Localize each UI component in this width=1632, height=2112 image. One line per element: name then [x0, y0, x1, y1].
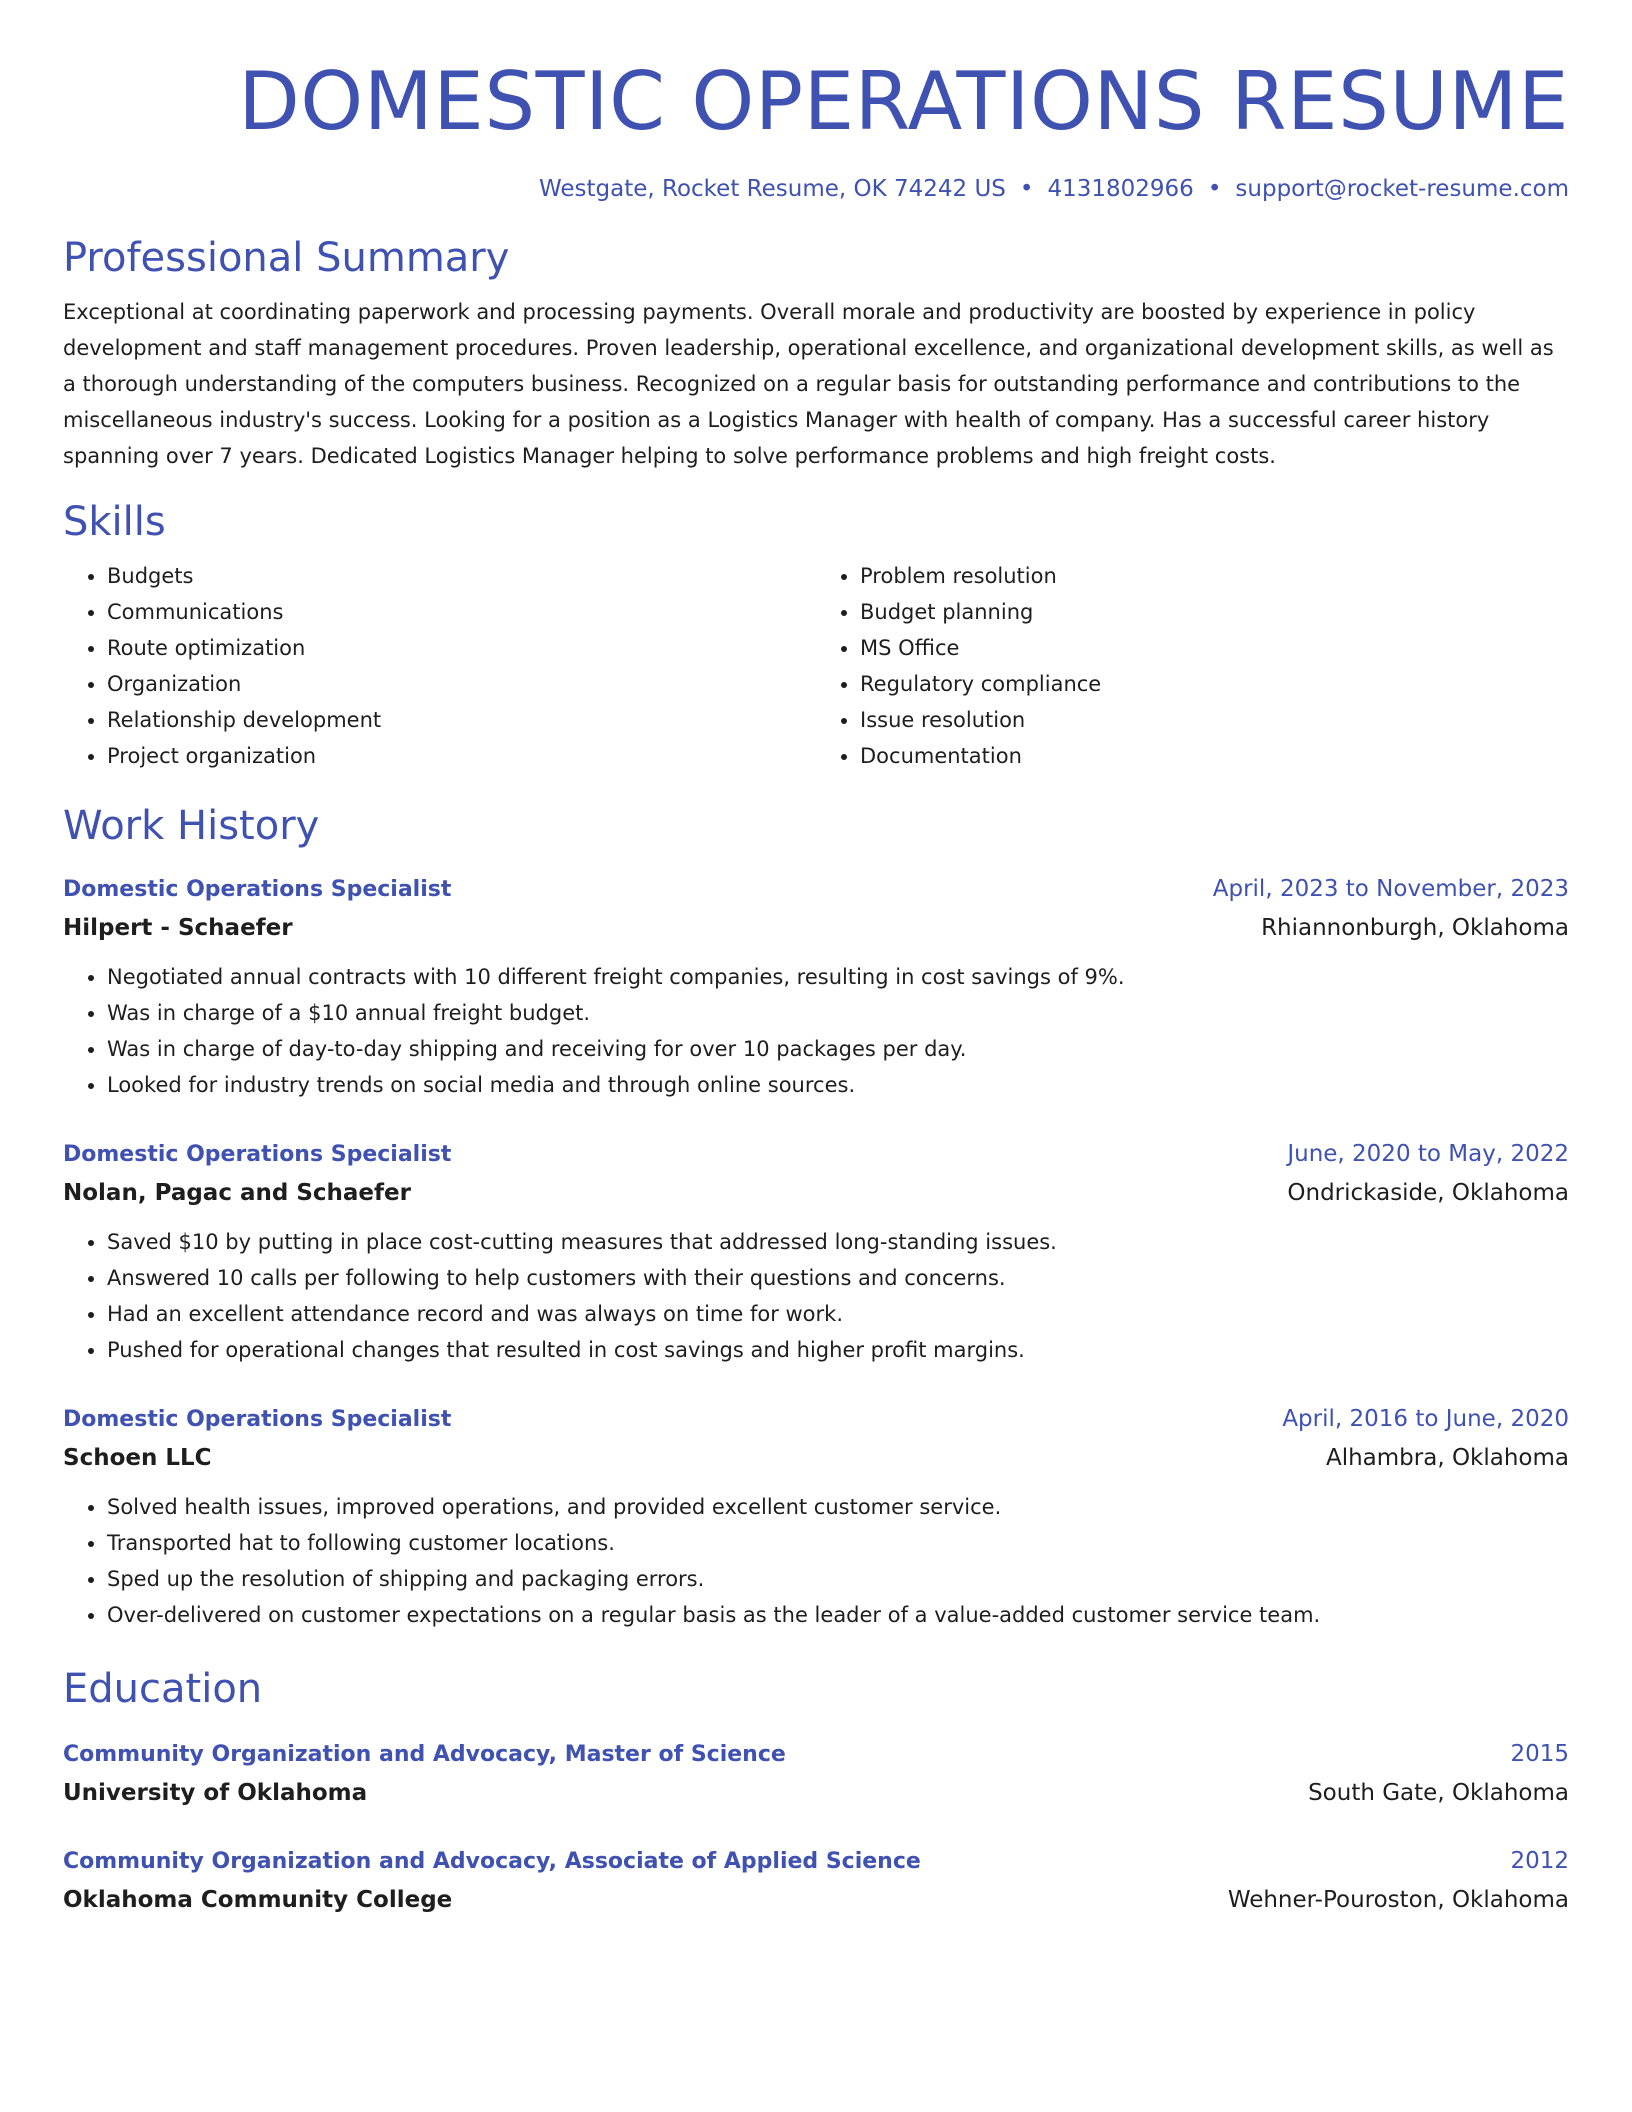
job-company: Schoen LLC: [63, 1445, 212, 1471]
skills-column-left: [63, 558, 816, 774]
job-bullet: • Had an excellent attendance record and was always on time for work.: [107, 1296, 1569, 1332]
contact-email[interactable]: support@rocket-resume.com: [1235, 176, 1569, 202]
skill-item: • Budget planning: [860, 594, 1569, 630]
contact-separator: •: [1207, 176, 1222, 202]
job-entry: [63, 870, 1569, 1103]
job-bullet: • Was in charge of a $10 annual freight budget.: [107, 995, 1569, 1031]
job-bullet: • Pushed for operational changes that resulted in cost savings and higher profit margins.: [107, 1332, 1569, 1368]
job-company: Nolan, Pagac and Schaefer: [63, 1180, 411, 1206]
education-year: 2012: [1510, 1848, 1569, 1874]
job-company-row: [63, 909, 1569, 947]
resume-name: DOMESTIC OPERATIONS RESUME: [238, 55, 1569, 148]
contact-phone: 4131802966: [1047, 176, 1194, 202]
skill-item: • Documentation: [860, 738, 1569, 774]
education-degree: Community Organization and Advocacy, Associate of Applied Science: [63, 1849, 921, 1874]
education-school-row: [63, 1774, 1569, 1812]
summary-text: Exceptional at coordinating paperwork and processing payments. Overall morale and productivity are boosted by experience in policy development and staff management procedures. Proven leadership, operational excellence, and organizational development skills, as well as a thorough understanding of the computers business. Recognized on a regular basis for outstanding performance and contributions to the miscellaneous industry's success. Looking for a position as a Logistics Manager with health of company. Has a successful career history spanning over 7 years. Dedicated Logistics Manager helping to solve performance problems and high freight costs.: [63, 300, 1554, 468]
education-degree: Community Organization and Advocacy, Master of Science: [63, 1742, 786, 1767]
skills-grid: [63, 558, 1569, 774]
education-location: Wehner-Pouroston, Oklahoma: [1227, 1887, 1569, 1913]
job-location: Alhambra, Oklahoma: [1325, 1445, 1569, 1471]
job-company-row: [63, 1174, 1569, 1212]
skill-item: • Regulatory compliance: [860, 666, 1569, 702]
job-entry: [63, 1135, 1569, 1368]
job-bullets: [63, 959, 1569, 1103]
education-location: South Gate, Oklahoma: [1308, 1780, 1569, 1806]
job-bullet: • Answered 10 calls per following to help customers with their questions and concerns.: [107, 1260, 1569, 1296]
job-bullets: [63, 1489, 1569, 1633]
job-bullet: • Looked for industry trends on social media and through online sources.: [107, 1067, 1569, 1103]
job-company: Hilpert - Schaefer: [63, 915, 293, 941]
education-entry: [63, 1735, 1569, 1812]
job-header-row: [63, 1400, 1569, 1439]
job-bullets: [63, 1224, 1569, 1368]
skill-item: • Issue resolution: [860, 702, 1569, 738]
contact-address: Westgate, Rocket Resume, OK 74242 US: [538, 176, 1006, 202]
job-title: Domestic Operations Specialist: [63, 877, 452, 902]
summary-heading: Professional Summary: [63, 235, 510, 281]
contact-separator: •: [1019, 176, 1034, 202]
education-heading: Education: [63, 1666, 263, 1712]
skills-column-right: [816, 558, 1569, 774]
job-title: Domestic Operations Specialist: [63, 1407, 452, 1432]
job-bullet: • Transported hat to following customer locations.: [107, 1525, 1569, 1561]
skills-heading: Skills: [63, 499, 166, 545]
job-header-row: [63, 870, 1569, 909]
job-dates: April, 2023 to November, 2023: [1212, 876, 1569, 902]
education-school: University of Oklahoma: [63, 1780, 368, 1806]
education-header-row: [63, 1735, 1569, 1774]
education-year: 2015: [1510, 1741, 1569, 1767]
job-location: Ondrickaside, Oklahoma: [1287, 1180, 1569, 1206]
skill-item: • Route optimization: [107, 630, 816, 666]
education-header-row: [63, 1842, 1569, 1881]
skill-item: • Project organization: [107, 738, 816, 774]
contact-line: [63, 174, 1569, 204]
job-location: Rhiannonburgh, Oklahoma: [1261, 915, 1569, 941]
education-school: Oklahoma Community College: [63, 1887, 453, 1913]
job-entry: [63, 1400, 1569, 1633]
skill-item: • Organization: [107, 666, 816, 702]
job-title: Domestic Operations Specialist: [63, 1142, 452, 1167]
job-dates: June, 2020 to May, 2022: [1287, 1141, 1569, 1167]
skill-item: • Problem resolution: [860, 558, 1569, 594]
job-bullet: • Saved $10 by putting in place cost-cutting measures that addressed long-standing issues.: [107, 1224, 1569, 1260]
job-header-row: [63, 1135, 1569, 1174]
skill-item: • Relationship development: [107, 702, 816, 738]
job-bullet: • Solved health issues, improved operations, and provided excellent customer service.: [107, 1489, 1569, 1525]
skill-item: • Budgets: [107, 558, 816, 594]
job-bullet: • Negotiated annual contracts with 10 different freight companies, resulting in cost savings of 9%.: [107, 959, 1569, 995]
education-school-row: [63, 1881, 1569, 1919]
job-bullet: • Was in charge of day-to-day shipping and receiving for over 10 packages per day.: [107, 1031, 1569, 1067]
education-entry: [63, 1842, 1569, 1919]
job-bullet: • Over-delivered on customer expectations on a regular basis as the leader of a value-added customer service team.: [107, 1597, 1569, 1633]
skill-item: • MS Office: [860, 630, 1569, 666]
job-company-row: [63, 1439, 1569, 1477]
job-dates: April, 2016 to June, 2020: [1282, 1406, 1569, 1432]
job-bullet: • Sped up the resolution of shipping and packaging errors.: [107, 1561, 1569, 1597]
work-history-heading: Work History: [63, 803, 320, 849]
skill-item: • Communications: [107, 594, 816, 630]
